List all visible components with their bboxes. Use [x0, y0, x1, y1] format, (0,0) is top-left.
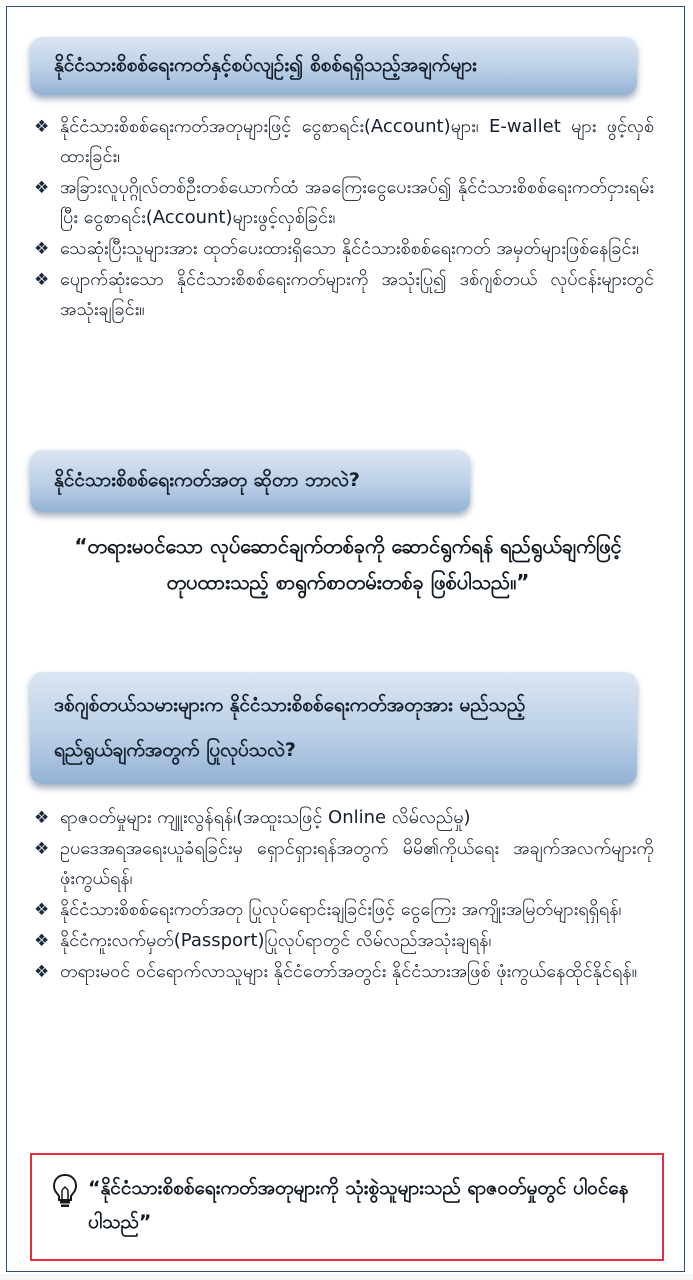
bullet-text: ပျောက်ဆုံးသော နိုင်ငံသားစိစစ်ရေးကတ်များကို အသုံးပြု၍ ဒစ်ဂျစ်တယ် လုပ်ငန်းများတွင် အသုံးချခြင်း။: [60, 269, 654, 320]
diamond-bullet-icon: ❖: [34, 270, 50, 290]
section-1-title: နိုင်ငံသားစိစစ်ရေးကတ်နှင့်စပ်လျဉ်း၍ စိစစ်ရရှိသည့်အချက်များ: [54, 54, 477, 77]
section-1-bullet-list: [34, 112, 654, 326]
section-3-bullet-list: [34, 803, 654, 988]
section-2-banner: [30, 450, 470, 512]
diamond-bullet-icon: ❖: [34, 178, 50, 198]
list-item: [34, 803, 654, 833]
list-item: [34, 173, 654, 233]
bullet-text: နိုင်ငံသားစိစစ်ရေးကတ်အတု ပြုလုပ်ရောင်းချခြင်းဖြင့် ငွေကြေး အကျိုးအမြတ်များရရှိရန်၊: [60, 899, 622, 920]
list-item: [34, 895, 654, 925]
bullet-text: အခြားလူပုဂ္ဂိုလ်တစ်ဦးတစ်ယောက်ထံ အခကြေးငွေပေးအပ်၍ နိုင်ငံသားစိစစ်ရေးကတ်ငှားရမ်းပြီး ငွေစာရင်း(Account)များဖွင့်လှစ်ခြင်း၊: [60, 177, 654, 228]
diamond-bullet-icon: ❖: [34, 117, 50, 137]
diamond-bullet-icon: ❖: [34, 931, 50, 951]
list-item: [34, 957, 654, 987]
section-3-banner: [30, 672, 637, 784]
bullet-text: တရားမဝင် ဝင်ရောက်လာသူများ နိုင်ငံတော်အတွင်း နိုင်ငံသားအဖြစ် ဖုံးကွယ်နေထိုင်နိုင်ရန်။: [60, 961, 638, 982]
bullet-text: ရာဇဝတ်မှုများ ကျူးလွန်ရန်၊(အထူးသဖြင့် Online လိမ်လည်မှု): [60, 807, 471, 828]
diamond-bullet-icon: ❖: [34, 808, 50, 828]
list-item: [34, 926, 654, 956]
callout-box: [30, 1153, 664, 1261]
section-1-banner: [30, 37, 637, 95]
diamond-bullet-icon: ❖: [34, 962, 50, 982]
section-3-title: ဒစ်ဂျစ်တယ်သမားများက နိုင်ငံသားစိစစ်ရေးကတ်အတုအား မည်သည့် ရည်ရွယ်ချက်အတွက် ပြုလုပ်သလဲ?: [54, 694, 526, 761]
bullet-text: နိုင်ငံသားစိစစ်ရေးကတ်အတုများဖြင့် ငွေစာရင်း(Account)များ၊ E-wallet များ ဖွင့်လှစ်ထားခြင်း၊: [60, 116, 654, 167]
list-item: [34, 834, 654, 894]
bullet-text: ဥပဒေအရအရေးယူခံရခြင်းမှ ရှောင်ရှားရန်အတွက် မိမိ၏ကိုယ်ရေး အချက်အလက်များကို ဖုံးကွယ်ရန်၊: [60, 838, 654, 889]
bullet-text: နိုင်ငံကူးလက်မှတ်(Passport)ပြုလုပ်ရာတွင် လိမ်လည်အသုံးချရန်၊: [60, 930, 492, 951]
diamond-bullet-icon: ❖: [34, 839, 50, 859]
list-item: [34, 265, 654, 325]
bullet-text: သေဆုံးပြီးသူများအား ထုတ်ပေးထားရှိသော နိုင်ငံသားစိစစ်ရေးကတ် အမှတ်များဖြစ်နေခြင်း၊: [60, 238, 639, 259]
diamond-bullet-icon: ❖: [34, 900, 50, 920]
definition-quote: “တရားမဝင်သော လုပ်ဆောင်ချက်တစ်ခုကို ဆောင်ရွက်ရန် ရည်ရွယ်ချက်ဖြင့် တုပထားသည့် စာရွက်စာတမ်းတစ်ခု ဖြစ်ပါသည်။”: [74, 534, 622, 594]
lightbulb-icon: [52, 1173, 78, 1209]
section-2-title: နိုင်ငံသားစိစစ်ရေးကတ်အတု ဆိုတာ ဘာလဲ?: [54, 469, 360, 492]
callout-text: “နိုင်ငံသားစိစစ်ရေးကတ်အတုများကို သုံးစွဲသူများသည် ရာဇဝတ်မှုတွင် ပါဝင်နေပါသည်”: [88, 1177, 629, 1233]
bottom-strip: [0, 1274, 693, 1280]
diamond-bullet-icon: ❖: [34, 239, 50, 259]
list-item: [34, 112, 654, 172]
list-item: [34, 234, 654, 264]
